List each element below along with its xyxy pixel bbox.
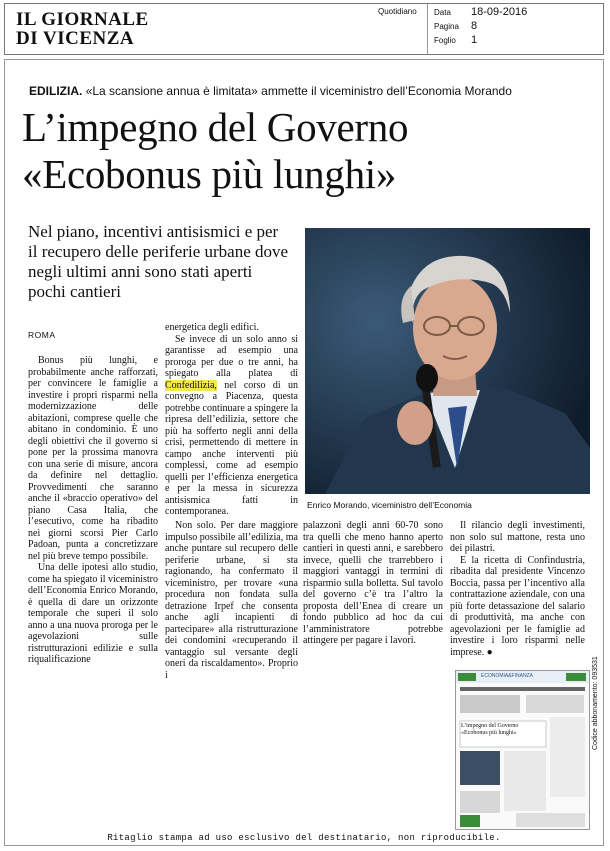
body-column-2 xyxy=(165,322,298,518)
paragraph: palazzoni degli anni 60-70 sono tra quelli che meno hanno aperto cantieri in questi anni, e sarebbero invece, quelli che trarrebbero i maggiori vantaggi in termini di risparmio sulla bolletta. Sul tavolo del governo c’è tra l’altro la proposta dell’Enea di creare un fondo pubblico ad hoc da cui l’amministratore potrebbe attingere per pagare i lavori. xyxy=(303,520,443,646)
thumbnail-headline: L’impegno del Governo «Ecobonus più lunghi» xyxy=(461,723,519,736)
article-photo xyxy=(305,228,590,494)
paragraph: Una delle ipotesi allo studio, come ha spiegato il viceministro dell’Economia Enrico Morando, è quella di dare un orizzonte temporale che superi il solo anno a una nuova proroga per le agevolazioni sulle ristrutturazioni edilizie e sulla riqualificazione xyxy=(28,562,158,665)
article-title xyxy=(22,104,592,198)
header-divider xyxy=(427,4,428,54)
paragraph: Non solo. Per dare maggiore impulso possibile all’edilizia, ma anche puntare sul recupero delle periferie urbane, si sta ragionando, ha confermato il viceministro, per trovare «una procedura non fondata sulla detrazione Irpef che consenta anche agli incapienti di partecipare» alla ristrutturazione dei condomini «recuperando il vantaggio sul versante degli oneri da riscaldamento». Proprio i xyxy=(165,520,298,681)
paragraph: Bonus più lunghi, e probabilmente anche rafforzati, per convincere le famiglie a investire i propri risparmi nella modernizzazione delle abitazioni, comprese quelle che abitano in condominio. È uno degli obiettivi che il governo si pone per la prossima manovra con una serie di misure, ancora da definire nel dettaglio. Provvedimenti che saranno anche il «braccio operativo» del piano Casa Italia, che l’esecutivo, come ha ribadito nei giorni scorsi Pier Carlo Padoan, punta a concretizzare nel più breve tempo possibile. xyxy=(28,355,158,562)
sheet-value: 1 xyxy=(471,34,478,46)
logo-line-2: DI VICENZA xyxy=(16,28,135,49)
date-value: 18-09-2016 xyxy=(471,6,528,18)
page-label: Pagina xyxy=(434,22,459,31)
kicker-tag: EDILIZIA. xyxy=(29,84,83,98)
page-thumbnail xyxy=(455,670,590,830)
reproduction-notice: Ritaglio stampa ad uso esclusivo del destinatario, non riproducibile. xyxy=(107,833,501,843)
title-line-1: L’impegno del Governo xyxy=(22,104,409,150)
thumbnail-section: ECONOMIA&FINANZA xyxy=(481,673,533,679)
body-column-1 xyxy=(28,355,158,666)
sheet-label: Foglio xyxy=(434,36,456,45)
page-value: 8 xyxy=(471,20,478,32)
text-run: Se invece di un solo anno si garantisse ad esempio una proroga per due o tre anni, ha spiegato alla platea di xyxy=(165,333,298,379)
text-run: nel corso di un convegno a Piacenza, questa potrebbe continuare a spingere la ripresa dell’edilizia, settore che più ha sofferto negli anni della crisi, permettendo di mettere in campo anche interventi più complessi, come ad esempio quelli per l’efficienza energetica e per la messa in sicurezza antisismica fatti in contemporanea. xyxy=(165,379,299,517)
dateline: ROMA xyxy=(28,330,56,340)
body-column-3 xyxy=(165,520,298,681)
highlighted-term: Confedilizia, xyxy=(165,379,217,391)
subscription-code: Codice abbonamento: 093531 xyxy=(592,656,599,750)
title-line-2: «Ecobonus più lunghi» xyxy=(22,151,397,197)
kicker-text: «La scansione annua è limitata» ammette il viceministro dell’Economia Morando xyxy=(85,84,512,98)
paragraph: Il rilancio degli investimenti, non solo sul mattone, resta uno dei pilastri. xyxy=(450,520,585,554)
body-column-5 xyxy=(450,520,585,658)
date-label: Data xyxy=(434,8,451,17)
article-subtitle: Nel piano, incentivi antisismici e per il recupero delle periferie urbane dove negli ultimi anni sono stati aperti pochi cantieri xyxy=(28,222,289,301)
photo-caption: Enrico Morando, viceministro dell’Economia xyxy=(307,500,472,510)
article-kicker xyxy=(29,84,589,98)
portrait-illustration xyxy=(305,228,590,494)
frequency-label: Quotidiano xyxy=(378,7,417,16)
body-column-4 xyxy=(303,520,443,647)
logo-line-1: IL GIORNALE xyxy=(16,9,149,30)
thumbnail-illustration xyxy=(456,671,589,829)
newspaper-logo xyxy=(16,10,149,48)
paragraph: E la ricetta di Confindustria, ribadita dal presidente Vincenzo Boccia, passa per l’incentivo alla contrattazione aziendale, con una più forte detassazione del salario di produttività, ma anche con agevolazioni per le famiglie ad investire i loro risparmi nelle imprese. ● xyxy=(450,554,585,658)
paragraph xyxy=(165,334,298,518)
paragraph: energetica degli edifici. xyxy=(165,322,259,333)
